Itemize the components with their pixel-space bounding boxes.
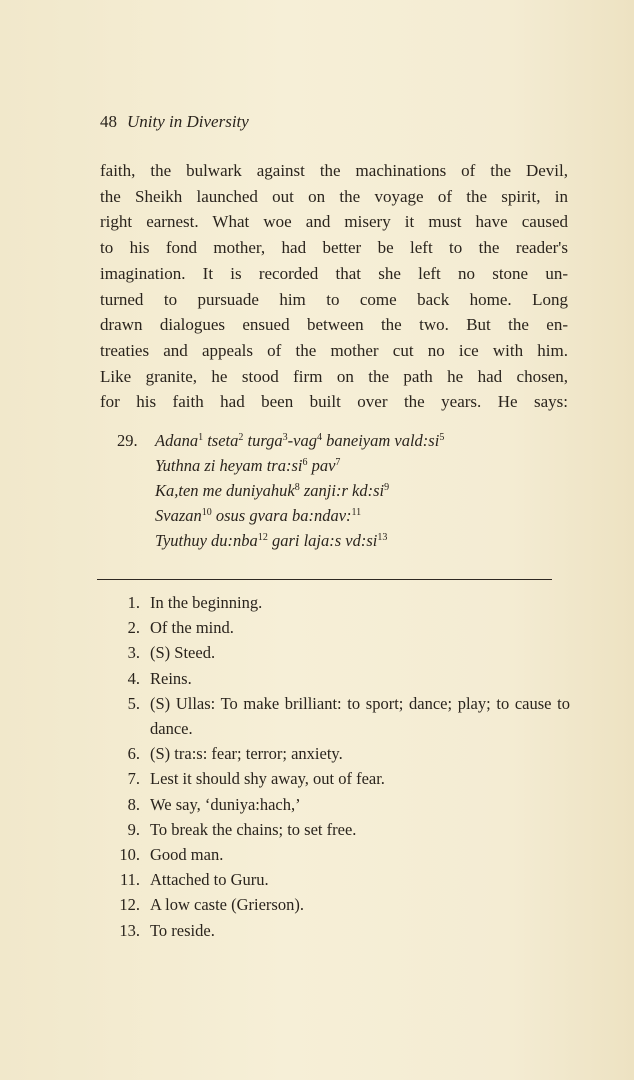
footnote-item — [100, 766, 570, 791]
footnote-text: In the beginning. — [150, 593, 263, 612]
footnote-text: We say, ‘duniya:hach,’ — [150, 794, 301, 814]
footnote-number: 11. — [119, 870, 140, 890]
footnote-item — [100, 666, 570, 691]
verse-text: tseta — [203, 431, 239, 450]
verse-line — [155, 478, 444, 503]
footnote-text: (S) Steed. — [150, 643, 216, 663]
footnote-item — [100, 842, 570, 867]
verse-lines — [155, 428, 444, 553]
footnote-number: 12. — [119, 895, 140, 915]
body-line: treaties and appeals of the mother cut no ice with him. — [100, 340, 568, 360]
verse-text: turga — [243, 431, 283, 450]
body-line: Like granite, he stood firm on the path he had chosen, — [100, 366, 568, 386]
verse-text: pav — [307, 456, 336, 475]
footnote-text: Of the mind. — [150, 618, 234, 638]
footnote-marker: 4 — [317, 432, 322, 443]
footnote-item — [100, 590, 570, 615]
running-head — [100, 112, 249, 132]
footnote-item — [100, 691, 570, 741]
verse-line — [155, 503, 444, 528]
footnote-number: 7. — [127, 769, 140, 789]
body-line: the Sheikh launched out on the voyage of the spirit, in — [100, 186, 568, 206]
footnote-marker: 2 — [238, 432, 244, 443]
body-line: for his faith had been built over the years. He says: — [100, 392, 568, 412]
footnote-item — [100, 918, 570, 943]
footnote-item — [100, 640, 570, 665]
footnote-number: 13. — [119, 920, 140, 940]
footnote-item — [100, 817, 570, 842]
footnote-text: Attached to Guru. — [150, 870, 269, 890]
footnote-number: 1. — [127, 593, 140, 612]
verse-line — [155, 453, 444, 478]
verse-text: zanji:r kd:si — [299, 481, 385, 500]
footnote-number: 9. — [127, 819, 140, 839]
verse-line — [155, 528, 444, 553]
verse-number: 29. — [117, 431, 138, 450]
footnote-marker: 5 — [439, 432, 445, 443]
footnote-text: Good man. — [150, 845, 224, 865]
footnote-text: Reins. — [150, 668, 192, 688]
body-line: turned to pursuade him to come back home. Long — [100, 289, 568, 309]
verse-line — [155, 428, 444, 453]
footnote-divider — [97, 579, 552, 580]
verse-text: gari laja:s vd:si — [267, 531, 378, 550]
footnote-text: (S) Ullas: To make brilliant: to sport; dance; play; to cause to dance. — [150, 693, 570, 739]
body-line: drawn dialogues ensued between the two. But the en- — [100, 315, 568, 335]
footnote-marker: 6 — [302, 457, 308, 468]
footnote-number: 8. — [127, 794, 140, 814]
body-line: to his fond mother, had better be left to the reader's — [100, 238, 568, 258]
footnote-marker: 11 — [351, 507, 362, 518]
footnote-number: 6. — [127, 744, 140, 764]
footnote-marker: 7 — [335, 457, 341, 468]
verse-text: Svazan — [155, 506, 202, 525]
footnote-item — [100, 741, 570, 766]
body-line: faith, the bulwark against the machinations of the Devil, — [100, 161, 568, 180]
verse-text: Tyuthuy du:nba — [155, 531, 258, 550]
footnote-marker: 12 — [257, 532, 268, 543]
footnote-text: A low caste (Grierson). — [150, 895, 304, 915]
verse-text: baneiyam vald:si — [322, 431, 440, 450]
verse-text: -vag — [287, 431, 317, 450]
footnote-number: 3. — [127, 643, 140, 663]
body-line: imagination. It is recorded that she left no stone un- — [100, 263, 568, 283]
verse-text: Ka,ten me duniyahuk — [155, 481, 295, 500]
footnote-marker: 3 — [282, 432, 288, 443]
footnote-number: 10. — [119, 845, 140, 865]
footnote-item — [100, 867, 570, 892]
footnote-item — [100, 892, 570, 917]
verse-text: osus gvara ba:ndav: — [211, 506, 352, 525]
page-number: 48 — [100, 112, 117, 131]
verse-text: Adana — [155, 431, 199, 450]
body-paragraph — [100, 158, 568, 415]
book-title: Unity in Diversity — [127, 112, 249, 131]
footnote-number: 4. — [127, 668, 140, 688]
footnote-text: To break the chains; to set free. — [150, 819, 357, 839]
footnotes — [100, 590, 570, 943]
footnote-item — [100, 792, 570, 817]
footnote-marker: 13 — [377, 532, 388, 543]
footnote-item — [100, 615, 570, 640]
verse-text: Yuthna zi heyam tra:si — [155, 456, 303, 475]
footnote-marker: 10 — [201, 507, 212, 518]
footnote-marker: 8 — [294, 482, 300, 493]
footnote-marker: 1 — [198, 432, 204, 443]
footnote-marker: 9 — [384, 482, 390, 493]
footnote-text: (S) tra:s: fear; terror; anxiety. — [150, 744, 343, 764]
footnote-text: To reside. — [150, 920, 215, 940]
body-line: right earnest. What woe and misery it must have caused — [100, 212, 568, 232]
footnote-text: Lest it should shy away, out of fear. — [150, 769, 385, 789]
footnote-number: 5. — [127, 693, 140, 713]
footnote-number: 2. — [127, 618, 140, 638]
